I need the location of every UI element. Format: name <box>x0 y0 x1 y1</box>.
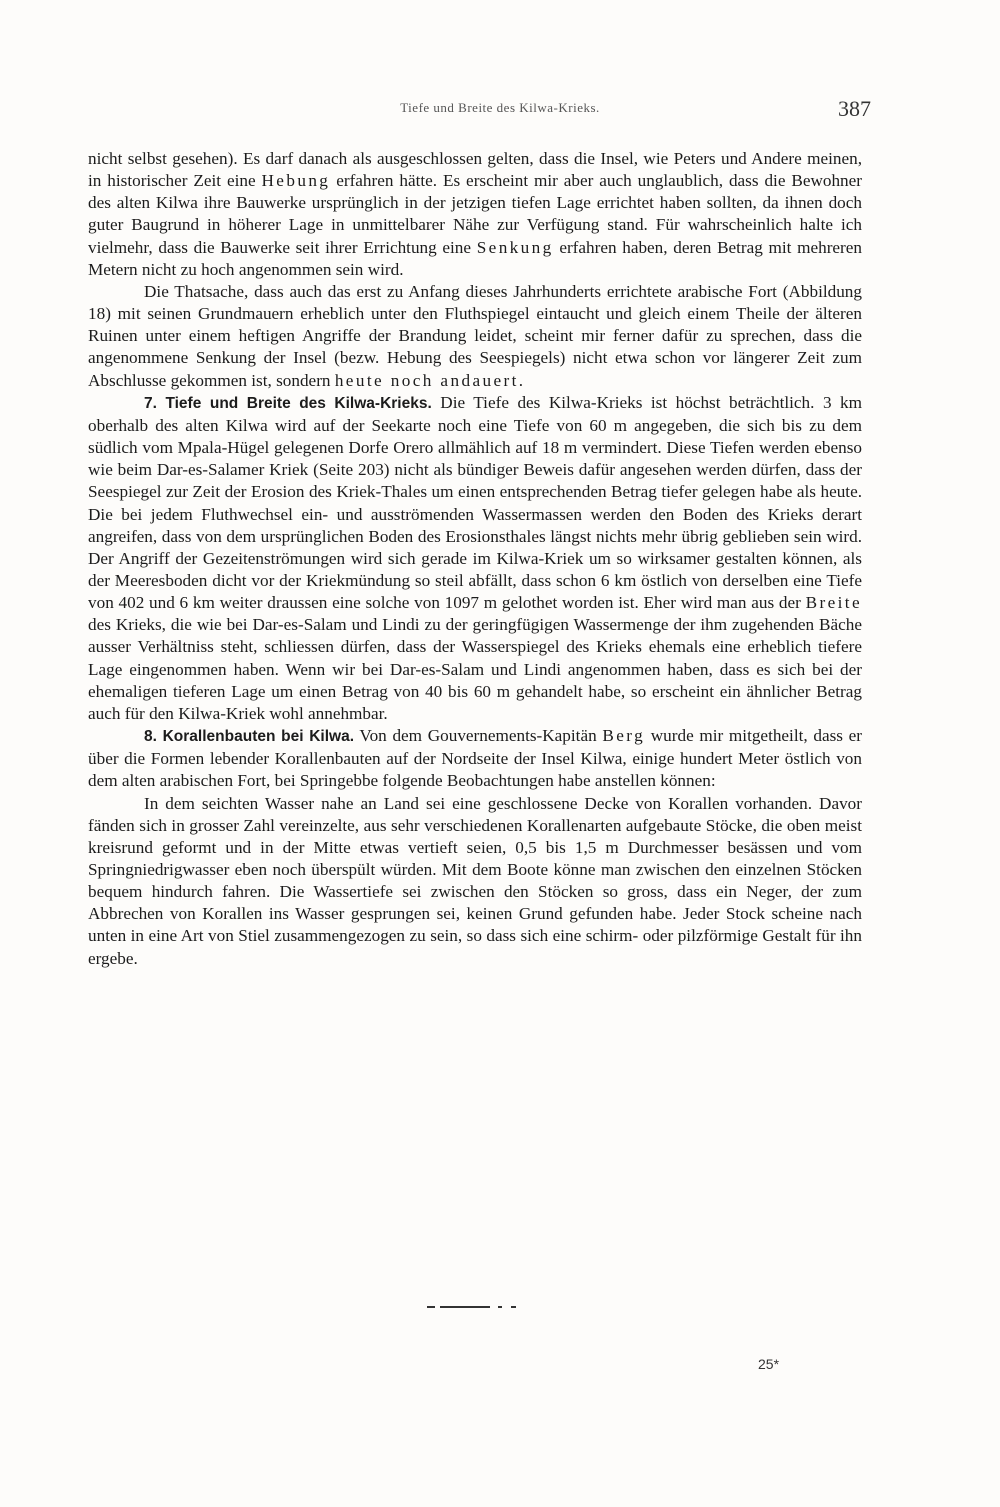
paragraph <box>88 793 862 970</box>
text-run: des Krieks, die wie bei Dar-es-Salam und Lindi zu der geringfügigen Wassermenge der ihm zugehenden Bäche ausser Verhältniss steht, schliessen dürfen, dass der Wasserspiegel des Krieks ehemals eine erheblich tiefere Lage eingenommen haben. Wenn wir bei Dar-es-Salam und Lindi angenommen haben, dass es sich bei der ehemaligen tieferen Lage um einen Betrag von 40 bis 60 m gehandelt habe, so erscheint ein ähnlicher Betrag auch für den Kilwa-Kriek wohl annehmbar. <box>88 615 862 723</box>
text-run: Die Tiefe des Kilwa-Krieks ist höchst beträchtlich. 3 km oberhalb des alten Kilwa wird auf der Seekarte noch eine Tiefe von 60 m angegeben, die sich bis zu dem südlich vom Mpala-Hügel gelegenen Dorfe Orero allmählich auf 18 m vermindert. Diese Tiefen werden ebenso wie beim Dar-es-Salamer Kriek (Seite 203) nicht als bündiger Beweis dafür angesehen werden dürfen, dass der Seespiegel zur Zeit der Erosion des Kriek-Thales um einen entsprechenden Betrag tiefer gelegen habe als heute. Die bei jedem Fluthwechsel ein- und ausströmenden Wassermassen werden den Boden des Krieks derart angreifen, dass von dem ursprünglichen Boden des Erosionsthales längst nichts mehr übrig geblieben sein wird. Der Angriff der Gezeitenströmungen wird sich gerade im Kilwa-Kriek um so wirksamer gestalten können, als der Meeresboden dicht vor der Kriekmündung so steil abfällt, dass schon 6 km östlich von derselben eine Tiefe von 402 und 6 km weiter draussen eine solche von 1097 m gelothet worden ist. Eher wird man aus der <box>88 392 863 613</box>
body-text <box>88 148 862 970</box>
page-number: 387 <box>838 96 871 121</box>
signature-mark: 25* <box>758 1356 780 1372</box>
emphasis-spaced: Hebung <box>261 171 331 191</box>
emphasis-spaced: Breite <box>805 593 862 613</box>
emphasis-spaced: Senkung <box>476 237 554 257</box>
paragraph <box>88 281 862 392</box>
paragraph <box>88 392 862 725</box>
text-run: erfahren hätte. Es erscheint mir aber auch unglaublich, dass die Bewohner des alten Kilwa ihre Bauwerke ursprünglich in der jetzigen tiefen Lage errichtet haben sollten, da ihnen doch guter Baugrund in höherer Lage in unmittelbarer Nähe zur Verfügung stand. Für wahrscheinlich halte ich vielmehr, dass die Bauwerke seit ihrer Errichtung eine <box>88 171 862 257</box>
text-run: Von dem Gouvernements-Kapitän <box>354 726 603 746</box>
text-run: Die Thatsache, dass auch das erst zu Anfang dieses Jahrhunderts errichtete arabische Fort (Abbildung 18) mit seinen Grundmauern erheblich unter den Fluthspiegel eintaucht und gleich einem Theile der älteren Ruinen unter einem heftigen Angriffe der Brandung leidet, scheint mir ferner dafür zu sprechen, dass die angenommene Senkung der Insel (bezw. Hebung des Seespiegels) nicht etwa schon vor längerer Zeit zum Abschlusse gekommen ist, sondern <box>88 281 862 390</box>
emphasis-spaced: Berg <box>602 726 646 746</box>
running-title: Tiefe und Breite des Kilwa-Krieks. <box>400 100 600 115</box>
section-end-ornament <box>427 1304 527 1310</box>
section-heading: 8. Korallenbauten bei Kilwa. <box>144 728 355 746</box>
text-run: wurde mir mitgetheilt, dass er über die Formen lebender Korallenbauten auf der Nordseite der Insel Kilwa, einige hundert Meter östlich von dem alten arabischen Fort, bei Springebbe folgende Beobachtungen habe anstellen können: <box>88 726 862 791</box>
paragraph <box>88 148 862 281</box>
text-run: nicht selbst gesehen). Es darf danach als ausgeschlossen gelten, dass die Insel, wie Peters und Andere meinen, in historischer Zeit eine <box>88 149 862 191</box>
text-run: In dem seichten Wasser nahe an Land sei eine geschlossene Decke von Korallen vorhanden. Davor fänden sich in grosser Zahl vereinzelte, aus sehr verschiedenen Korallenarten aufgebaute Stöcke, die oben meist kreisrund geformt und in der Mitte etwas vertieft seien, 0,5 bis 1,5 m Durchmesser besässen und vom Springniedrigwasser eben noch überspült würden. Mit dem Boote könne man zwischen den einzelnen Stöcken bequem hindurch fahren. Die Wassertiefe sei zwischen den Stöcken so gross, dass ein Neger, der zum Abbrechen von Korallen ins Wasser gesprungen sei, keinen Grund gefunden habe. Jeder Stock scheine nach unten in eine Art von Stiel zusammengezogen zu sein, so dass sich eine schirm- oder pilzförmige Gestalt für ihn ergebe. <box>88 793 862 968</box>
paragraph <box>88 725 862 792</box>
section-heading: 7. Tiefe und Breite des Kilwa-Krieks. <box>144 394 432 412</box>
emphasis-spaced: heute noch andauert. <box>334 370 526 390</box>
text-run: erfahren haben, deren Betrag mit mehreren Metern nicht zu hoch angenommen sein wird. <box>88 237 863 279</box>
